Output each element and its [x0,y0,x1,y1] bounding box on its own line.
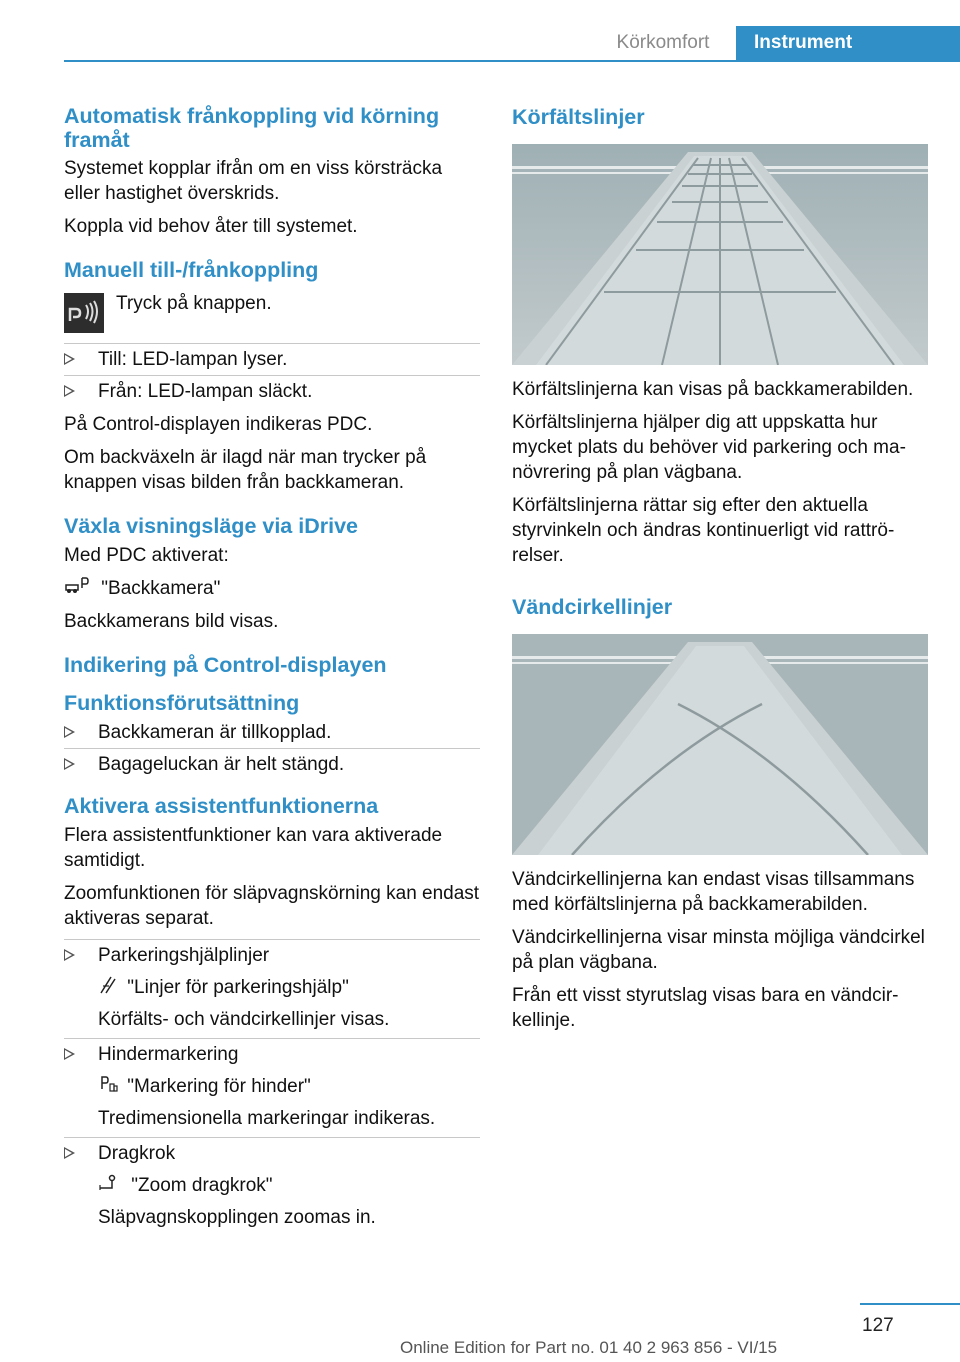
assist-desc: Tredimensionella markeringar indikeras. [98,1108,436,1130]
assist-menu-row: "Linjer för parkeringshjälp" [98,974,480,1001]
tow-hitch-icon [98,1172,120,1199]
header-rule [64,60,960,62]
list-item: Till: LED-lampan lyser. [64,347,480,372]
list-item [64,943,480,1032]
divider [64,748,480,749]
bullet-triangle-icon [64,1048,75,1060]
footer-edition: Online Edition for Part no. 01 40 2 963 856 - VI/15 [400,1338,778,1357]
divider [64,1137,480,1138]
led-list [64,379,480,404]
page-number: 127 [862,1315,894,1336]
list-item [64,1141,480,1230]
tab-korkomfort[interactable]: Körkomfort [616,32,710,53]
bullet-triangle-icon [64,385,75,397]
left-column [64,100,480,1230]
divider [64,939,480,940]
paragraph: Zoomfunktionen för släpvagnskörning kan endast aktiveras separat. [64,883,480,930]
heading-view-mode: Växla visningsläge via iDrive [64,514,358,538]
assist-name: Hindermarkering [98,1044,239,1066]
assist-list [64,1042,480,1131]
paragraph: Körfältslinjerna rättar sig efter den aktuella styrvinkeln och ändras kontinuerligt vid rattrörelser. [512,495,895,566]
assist-list [64,1141,480,1230]
press-button-row [64,287,480,333]
heading-activate-assist: Aktivera assistentfunktionerna [64,794,379,819]
paragraph: Vändcirkellinjerna kan endast visas tillsammans med körfältslinjerna på backkamerabilden. [512,869,915,915]
camera-menu-row [64,576,480,601]
tab-instrument[interactable]: Instrument [736,26,960,60]
paragraph: Från ett visst styrutslag visas bara en vändcirkellinje. [512,985,899,1031]
assist-name: Parkeringshjälplinjer [98,945,270,967]
paragraph: Körfältslinjerna kan visas på backkamerabilden. [512,379,914,400]
requirements-list [64,720,480,745]
paragraph: Om backväxeln är ilagd när man trycker på knappen visas bilden från backkameran. [64,447,427,493]
list-item: Backkameran är tillkopplad. [64,720,480,745]
paragraph: Koppla vid behov åter till systemet. [64,216,358,237]
bullet-triangle-icon [64,949,75,961]
heading-lane-lines: Körfältslinjer [512,105,645,129]
paragraph: Med PDC aktiverat: [64,545,229,566]
list-item [64,1042,480,1131]
heading-control-display: Indikering på Control-displayen [64,653,387,678]
list-item: Från: LED-lampan släckt. [64,379,480,404]
assist-menu-row: "Zoom dragkrok" [98,1172,480,1199]
assist-list [64,943,480,1032]
menu-label: "Backkamera" [101,578,221,599]
led-list [64,347,480,372]
heading-requirements: Funktionsförutsättning [64,691,300,716]
paragraph: Vändcirkellinjerna visar minsta möjliga vändcirkel på plan vägbana. [512,927,925,973]
bullet-triangle-icon [64,1147,75,1159]
pdc-button-icon [64,293,104,333]
paragraph: Backkamerans bild visas. [64,611,279,633]
rear-camera-icon [64,576,90,601]
lane-lines-illustration [512,144,928,365]
parking-lines-icon [98,974,118,1001]
bullet-triangle-icon [64,726,75,738]
paragraph: På Control-displayen indikeras PDC. [64,414,373,435]
heading-automatic-disconnect: Automatisk frånkoppling vid körning framåt [64,104,440,152]
paragraph: Körfältslinjerna hjälper dig att uppskatta hur mycket plats du behöver vid parkering och manövrering på plan vägbana. [512,412,906,483]
divider [64,1038,480,1039]
assist-desc: Släpvagnskopplingen zoomas in. [98,1207,376,1229]
bullet-triangle-icon [64,353,75,365]
footer-rule [860,1303,960,1305]
assist-name: Dragkrok [98,1143,176,1165]
divider [64,343,480,344]
requirements-list [64,752,480,777]
heading-turning-circle: Vändcirkellinjer [512,595,673,619]
right-column [512,100,932,1033]
press-button-text: Tryck på knappen. [116,293,272,314]
divider [64,375,480,376]
assist-desc: Körfälts- och vändcirkellinjer visas. [98,1009,390,1031]
list-item: Bagageluckan är helt stängd. [64,752,480,777]
assist-menu-row: "Markering för hinder" [98,1073,480,1100]
paragraph: Flera assistentfunktioner kan vara aktiverade samtidigt. [64,825,443,872]
bullet-triangle-icon [64,758,75,770]
turning-circle-illustration [512,634,928,855]
obstacle-marking-icon [98,1073,118,1100]
paragraph: Systemet kopplar ifrån om en viss körsträcka eller hastighet överskrids. [64,158,443,204]
heading-manual-switch: Manuell till-/frånkoppling [64,258,319,282]
